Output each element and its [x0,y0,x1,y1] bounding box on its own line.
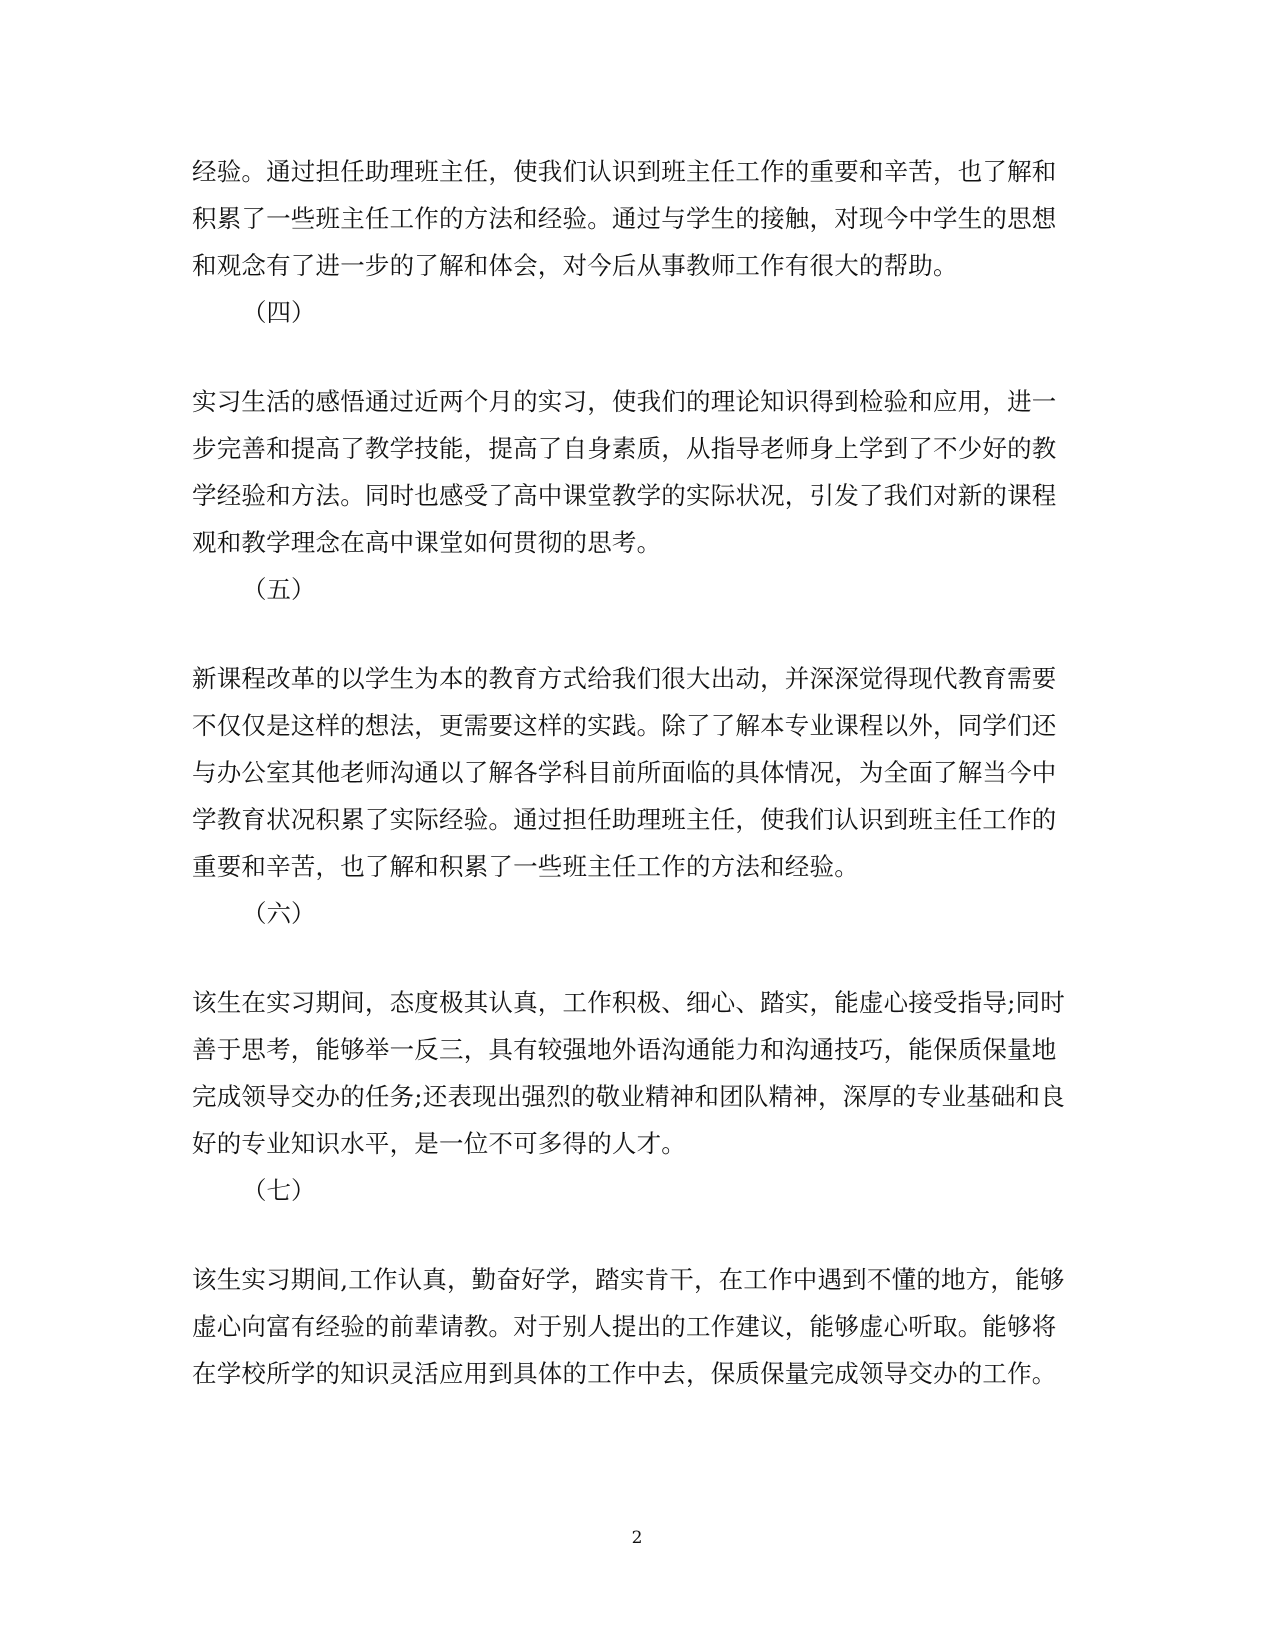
text-line: 好的专业知识水平，是一位不可多得的人才。 [192,1129,686,1158]
text-line: 观和教学理念在高中课堂如何贯彻的思考。 [192,528,662,557]
text-line: 经验。通过担任助理班主任，使我们认识到班主任工作的重要和辛苦，也了解和 [192,157,1057,186]
text-line: 新课程改革的以学生为本的教育方式给我们很大出动，并深深觉得现代教育需要 [192,664,1057,693]
text-line: 实习生活的感悟通过近两个月的实习，使我们的理论知识得到检验和应用，进一 [192,387,1057,416]
text-line: 该生在实习期间，态度极其认真，工作积极、细心、踏实，能虚心接受指导;同时 [192,988,1065,1017]
page-number: 2 [631,1528,643,1548]
section-heading: （七） [242,1176,316,1205]
section-heading: （六） [242,899,316,928]
text-line: 完成领导交办的任务;还表现出强烈的敬业精神和团队精神，深厚的专业基础和良 [192,1082,1065,1111]
text-line: 学经验和方法。同时也感受了高中课堂教学的实际状况，引发了我们对新的课程 [192,481,1057,510]
text-line: 和观念有了进一步的了解和体会，对今后从事教师工作有很大的帮助。 [192,251,958,280]
text-line: 学教育状况积累了实际经验。通过担任助理班主任，使我们认识到班主任工作的 [192,805,1057,834]
text-line: 善于思考，能够举一反三，具有较强地外语沟通能力和沟通技巧，能保质保量地 [192,1035,1057,1064]
text-line: 在学校所学的知识灵活应用到具体的工作中去，保质保量完成领导交办的工作。 [192,1359,1057,1388]
text-line: 重要和辛苦，也了解和积累了一些班主任工作的方法和经验。 [192,852,859,881]
text-line: 虚心向富有经验的前辈请教。对于别人提出的工作建议，能够虚心听取。能够将 [192,1312,1057,1341]
text-line: 步完善和提高了教学技能，提高了自身素质，从指导老师身上学到了不少好的教 [192,434,1057,463]
text-line: 该生实习期间,工作认真，勤奋好学，踏实肯干，在工作中遇到不懂的地方，能够 [192,1265,1065,1294]
text-line: 与办公室其他老师沟通以了解各学科目前所面临的具体情况，为全面了解当今中 [192,758,1057,787]
section-heading: （五） [242,575,316,604]
text-line: 不仅仅是这样的想法，更需要这样的实践。除了了解本专业课程以外，同学们还 [192,711,1057,740]
section-heading: （四） [242,298,316,327]
text-line: 积累了一些班主任工作的方法和经验。通过与学生的接触，对现今中学生的思想 [192,204,1057,233]
